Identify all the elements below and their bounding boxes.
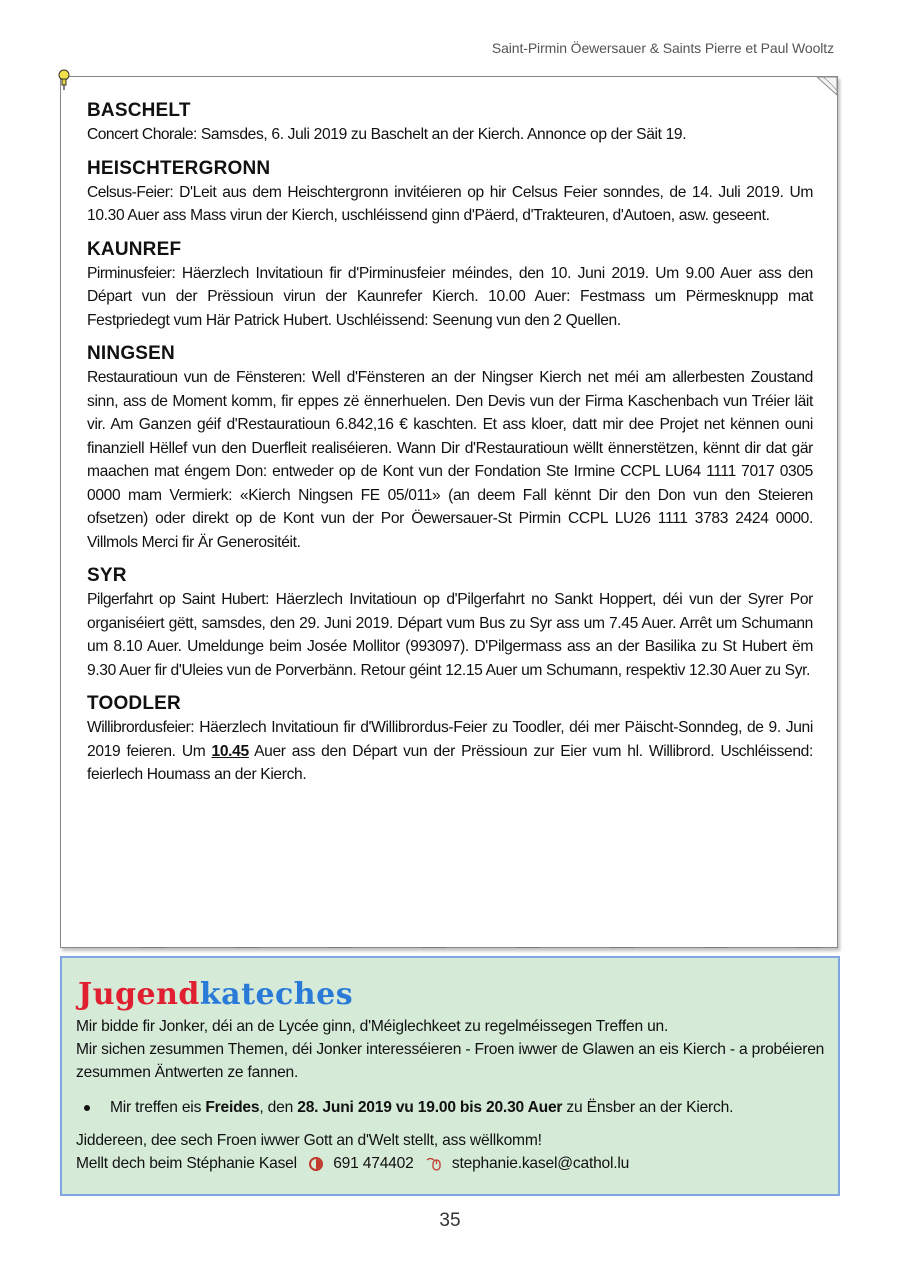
section-lead: Celsus-Feier: [87,183,174,201]
section-toodler [87,692,813,787]
section-title: BASCHELT [87,100,191,121]
bullet-text: Mir treffen eis Freides, den 28. Juni 2019 vu 19.00 bis 20.30 Auer zu Ënsber an der Kierch. [110,1099,734,1116]
contact-line [76,1152,826,1175]
section-body [87,588,813,682]
mouse-icon [426,1157,442,1171]
section-title: NINGSEN [87,343,175,364]
bullet-icon [84,1105,90,1111]
phone-icon [309,1157,323,1171]
section-lead: Restauratioun vun de Fënsteren: [87,369,306,386]
section-text: : Häerzlech Invitatioun op d'Pilgerfahrt no Sankt Hoppert, déi vun der Syrer Por organiséiert gëtt, samsdes, den 29. Juni 2019. Départ vum Bus zu Syr ass um 7.45 Auer. Arrêt um Schumann um 8.10 Auer. Umeldunge beim Josée Mollitor (993097). D'Pilgermass ass an der Basilika zu St Hubert ëm 9.30 Auer fir d'Uleies vun de Porverbänn. Retour géint 12.15 Auer um Schumann, respektiv 12.30 Auer zu Syr. [87,591,814,679]
bottom-dashes [141,947,821,949]
section-title: HEISCHTERGRONN [87,157,271,179]
news-box [60,76,838,948]
meeting-bullet [76,1096,826,1119]
phone-number: 691 474402 [333,1155,414,1172]
page-curl-icon [817,75,839,97]
section-lead: Concert Chorale: [87,126,197,143]
section-kaunref [87,238,813,333]
section-text: : Häerzlech Invitatioun fir d'Willibrordus-Feier zu Toodler, déi mer Päischt-Sonndeg, de 9. Juni 2019 feieren. Um [87,719,813,760]
youth-body [76,1015,826,1175]
section-text: D'Leit aus dem Heischtergronn invitéieren op hir Celsus Feier sonndes, de 14. Juli 2019. Um 10.30 Auer ass Mass virun der Kierch, uschléissend ginn d'Päerd, d'Trakteuren, d'Autoen, asw. geseent. [87,183,813,224]
youth-line: Jiddereen, dee sech Froen iwwer Gott an d'Welt stellt, ass wëllkomm! [76,1132,542,1149]
section-lead: Pirminusfeier: [87,264,176,282]
section-title: SYR [87,565,127,586]
section-ningsen [87,342,813,554]
section-body [87,181,813,228]
section-text: Auer ass den Départ vun der Prëssioun zur Eier vum hl. Willibrord. Uschléissend: feierlech Houmass an der Kierch. [87,742,813,783]
section-text: Häerzlech Invitatioun fir d'Pirminusfeier méindes, den 10. Juni 2019. Um 9.00 Auer ass den Départ vun der Prëssioun virun der Kaunrefer Kierch. 10.00 Auer: Festmass um Përmesknupp mat Festpriedegt vum Här Patrick Hubert. Uschléissend: Seenung vun den 2 Quellen. [87,264,813,329]
section-body [87,366,813,554]
contact-name: Mellt dech beim Stéphanie Kasel [76,1155,297,1172]
section-syr [87,564,813,682]
section-text: Samsdes, 6. Juli 2019 zu Baschelt an der Kierch. Annonce op der Säit 19. [196,126,687,143]
youth-title-part2: kateches [199,977,354,1012]
section-title: TOODLER [87,693,181,714]
youth-catechesis-box [60,956,840,1196]
section-lead: Willibrordusfeier [87,719,191,736]
section-body [87,716,813,787]
section-text: Well d'Fënsteren an der Ningser Kierch net méi am allerbesten Zoustand sinn, ass de Moment komm, fir eppes zë ënnerhuelen. Den Devis vun der Firma Kaschenbach vun Tréier läit vir. Am Ganzen géif d'Restauratioun 6.842,16 € kaschten. Et ass kloer, datt mir dee Projet net kënnen ouni finanziell Hëllef vun den Duerfleit realiséieren. Wann Dir d'Restauratioun wëllt ënnerstëtzen, kënnt dir dat gär maachen mat éngem Don: entweder op de Kont vun der Fondation Ste Irmine CCPL LU64 1111 7017 0305 0000 mam Vermierk: «Kierch Ningsen FE 05/011» (an deem Fall kënnt Dir den Don vun den Steieren ofsetzen) oder direkt op de Kont vun der Por Öewersauer-St Pirmin CCPL LU26 1111 3783 2424 0000. Villmols Merci fir Är Generositéit. [87,369,813,551]
section-heischtergronn [87,157,813,228]
youth-title [78,978,353,1012]
page-header: Saint-Pirmin Öewersauer & Saints Pierre et Paul Wooltz [491,40,834,56]
youth-line: Mir sichen zesummen Themen, déi Jonker interesséieren - Froen iwwer de Glawen an eis Kierch - a probéieren zesummen Äntwerten ze fannen. [76,1041,825,1081]
email-link[interactable]: stephanie.kasel@cathol.lu [451,1155,630,1172]
youth-line: Mir bidde fir Jonker, déi an de Lycée ginn, d'Méiglechkeet zu regelméissegen Treffen un. [76,1018,669,1035]
section-body [87,123,813,147]
underlined-time: 10.45 [211,742,249,760]
news-content [87,99,813,797]
section-body [87,262,813,333]
pushpin-icon [57,69,71,91]
youth-title-part1: Jugend [78,977,200,1012]
section-baschelt [87,99,813,147]
page-number: 35 [439,1210,461,1231]
section-title: KAUNREF [87,238,182,260]
section-lead: Pilgerfahrt op Saint Hubert [87,591,266,608]
